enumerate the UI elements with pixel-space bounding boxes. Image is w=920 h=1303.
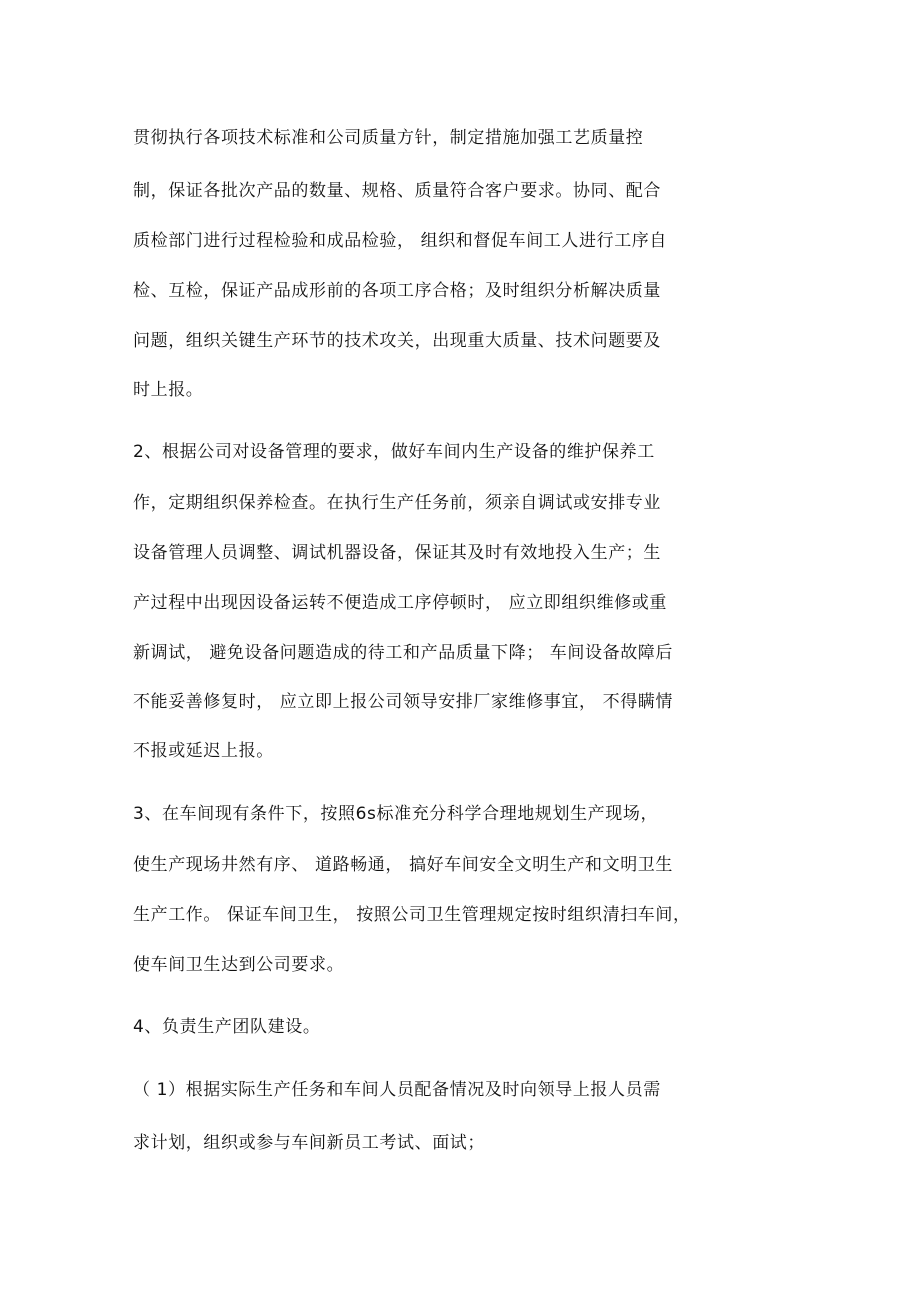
text-line: 贯彻执行各项技术标准和公司质量方针，制定措施加强工艺质量控 — [133, 128, 644, 148]
text-line: 不报或延迟上报。 — [133, 741, 274, 761]
text-line: 不能妥善修复时， 应立即上报公司领导安排厂家维修事宜， 不得瞒情 — [133, 692, 674, 712]
text-line: 质检部门进行过程检验和成品检验， 组织和督促车间工人进行工序自 — [133, 231, 668, 251]
text-line: 新调试， 避免设备问题造成的待工和产品质量下降； 车间设备故障后 — [133, 643, 674, 663]
text-line: 检、互检，保证产品成形前的各项工序合格；及时组织分析解决质量 — [133, 281, 661, 301]
text-line: 问题，组织关键生产环节的技术攻关，出现重大质量、技术问题要及 — [133, 331, 661, 351]
text-line: 生产工作。 保证车间卫生， 按照公司卫生管理规定按时组织清扫车间， — [133, 905, 691, 925]
text-line: 设备管理人员调整、调试机器设备，保证其及时有效地投入生产；生 — [133, 543, 661, 563]
text-line: （ 1）根据实际生产任务和车间人员配备情况及时向领导上报人员需 — [133, 1080, 661, 1100]
text-line: 作，定期组织保养检查。在执行生产任务前，须亲自调试或安排专业 — [133, 493, 661, 513]
text-line: 使车间卫生达到公司要求。 — [133, 955, 345, 975]
text-line: 4、负责生产团队建设。 — [133, 1017, 321, 1037]
text-line: 制，保证各批次产品的数量、规格、质量符合客户要求。协同、配合 — [133, 181, 661, 201]
text-line: 使生产现场井然有序、 道路畅通， 搞好车间安全文明生产和文明卫生 — [133, 855, 674, 875]
text-line: 2、根据公司对设备管理的要求，做好车间内生产设备的维护保养工 — [133, 442, 655, 462]
text-line: 求计划，组织或参与车间新员工考试、面试； — [133, 1133, 485, 1153]
text-line: 3、在车间现有条件下，按照6s标准充分科学合理地规划生产现场， — [133, 804, 659, 824]
text-line: 时上报。 — [133, 380, 204, 400]
text-line: 产过程中出现因设备运转不便造成工序停顿时， 应立即组织维修或重 — [133, 593, 668, 613]
